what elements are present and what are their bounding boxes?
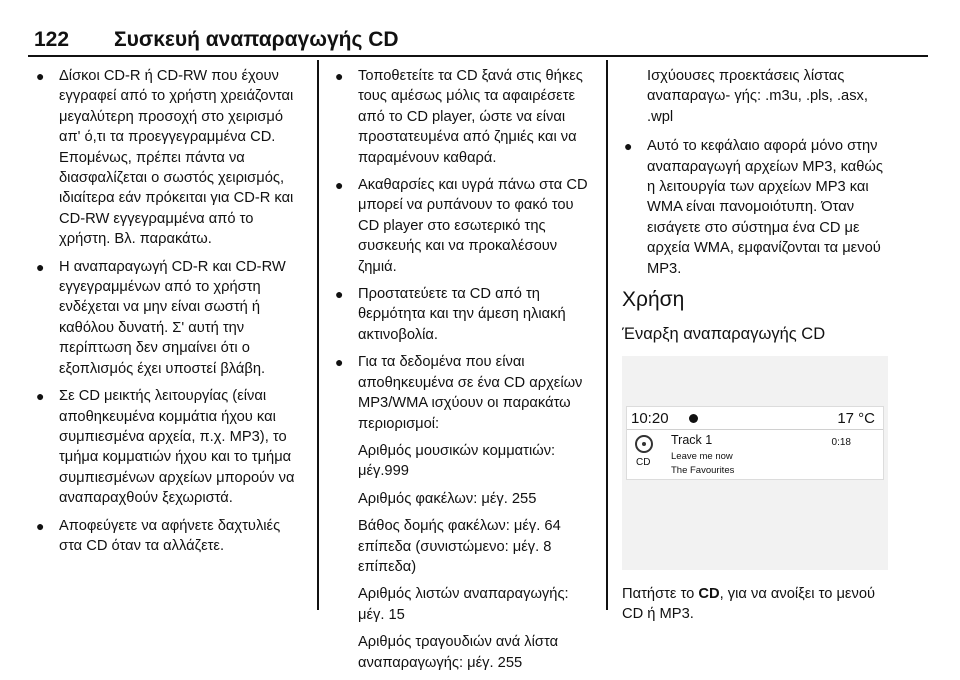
list-item: ● Τοποθετείτε τα CD ξανά στις θήκες τους αμέσως μόλις τα αφαιρέσετε από το CD player, ώστε να είναι προστατευμένα από ζημιές και να παραμένουν καθαρά. [335, 68, 583, 166]
column-3 [622, 66, 890, 625]
source-label: CD [636, 457, 651, 469]
bullet-icon: ● [335, 286, 344, 303]
bullet-icon: ● [335, 177, 344, 194]
cd-disc-icon [635, 435, 653, 453]
track-artist: Leave me now [671, 451, 733, 463]
bullet-icon: ● [36, 517, 45, 534]
list-item: ● Δίσκοι CD-R ή CD-RW που έχουν εγγραφεί από το χρήστη χρειάζονται μεγαλύτερη προσοχή στο χειρισμό απ' ό,τι τα προεγγεγραμμένα CD. Επομένως, πρέπει πάντα να διασφαλίζεται ο σωστός χειρισμός, ιδιαίτερα εάν πρόκειται για CD-R και CD-RW εγγεγραμμένα από το χρήστη. Βλ. παρακάτω. [36, 68, 294, 248]
header-divider [28, 55, 928, 57]
list-item: ● Ακαθαρσίες και υγρά πάνω στα CD μπορεί να ρυπάνουν το φακό του CD player στο εσωτερικό της συσκευής και να προκαλέσουν ζημιά. [335, 177, 588, 275]
page-header [0, 0, 960, 54]
column-2 [333, 66, 595, 680]
restriction-item: Αριθμός λιστών αναπαραγωγής: μέγ. 15 [358, 586, 569, 623]
bullet-icon: ● [624, 138, 633, 155]
status-dot-icon [689, 414, 698, 423]
restrictions-intro: Για τα δεδομένα που είναι αποθηκευμένα σε ένα CD αρχείων MP3/WMA ισχύουν οι παρακάτω περιορισμοί: [358, 354, 583, 432]
restriction-item: Βάθος δομής φακέλων: μέγ. 64 επίπεδα (συνιστώμενο: μέγ. 8 επίπεδα) [358, 518, 561, 575]
column-divider-1 [317, 60, 319, 610]
bullet-icon: ● [36, 388, 45, 405]
continued-paragraph: Ισχύουσες προεκτάσεις λίστας αναπαραγω- γής: .m3u, .pls, .asx, .wpl [647, 68, 868, 125]
display-illustration [622, 356, 888, 570]
restriction-item: Αριθμός μουσικών κομματιών: μέγ.999 [358, 442, 556, 480]
page-number: 122 [34, 28, 70, 51]
infotainment-screen [626, 406, 884, 480]
bullet-icon: ● [335, 354, 344, 371]
temperature-display: 17 °C [837, 410, 875, 428]
list-item: ● Αυτό το κεφάλαιο αφορά μόνο στην αναπαραγωγή αρχείων MP3, καθώς η λειτουργία των αρχείων MP3 και WMA είναι πανομοιότυπη. Όταν εισάγετε στο σύστημα ένα CD με αρχεία WMA, εμφανίζονται τα μενού MP3. [624, 138, 883, 277]
column-1 [34, 66, 306, 563]
restriction-item: Αριθμός φακέλων: μέγ. 255 [358, 490, 537, 507]
instruction-text: Πατήστε το CD, για να ανοίξει το μενού CD ή MP3. [622, 586, 876, 623]
track-album: The Favourites [671, 465, 735, 477]
elapsed-time: 0:18 [831, 437, 851, 449]
subsection-title: Έναρξη αναπαραγωγής CD [622, 325, 826, 344]
bullet-icon: ● [36, 68, 45, 84]
list-item: ● Προστατεύετε τα CD από τη θερμότητα και την άμεση ηλιακή ακτινοβολία. [335, 286, 566, 343]
screen-divider [627, 429, 883, 430]
track-title: Track 1 [671, 433, 713, 448]
bullet-list [34, 66, 306, 556]
bullet-list [333, 66, 595, 673]
bullet-icon: ● [36, 258, 45, 275]
list-item: ● Αποφεύγετε να αφήνετε δαχτυλιές στα CD όταν τα αλλάζετε. [36, 517, 281, 554]
restriction-item: Αριθμός τραγουδιών ανά λίστα αναπαραγωγής: μέγ. 255 [358, 634, 559, 671]
page-title: Συσκευή αναπαραγωγής CD [114, 28, 399, 51]
bullet-list [622, 136, 890, 279]
cd-button-label: CD [698, 586, 720, 603]
column-divider-2 [606, 60, 608, 610]
clock-display: 10:20 [631, 410, 669, 428]
list-item: ● Σε CD μεικτής λειτουργίας (είναι αποθηκευμένα κομμάτια ήχου και συμπιεσμένα αρχεία, π.χ. MP3), το τμήμα κομματιών ήχου και το τμήμα συμπιεσμένων αρχείων μπορούν να αναπαραχθούν ξεχωριστά. [36, 388, 295, 507]
section-title: Χρήση [622, 288, 685, 312]
list-item: ● Η αναπαραγωγή CD-R και CD-RW εγγεγραμμένων από το χρήστη ενδέχεται να μην είναι σωστή ή καθόλου δυνατή. Σ' αυτή την περίπτωση δεν σημαίνει ότι ο εξοπλισμός έχει υποστεί βλάβη. [36, 258, 286, 377]
bullet-icon: ● [335, 68, 344, 84]
list-item-restrictions [333, 352, 595, 673]
